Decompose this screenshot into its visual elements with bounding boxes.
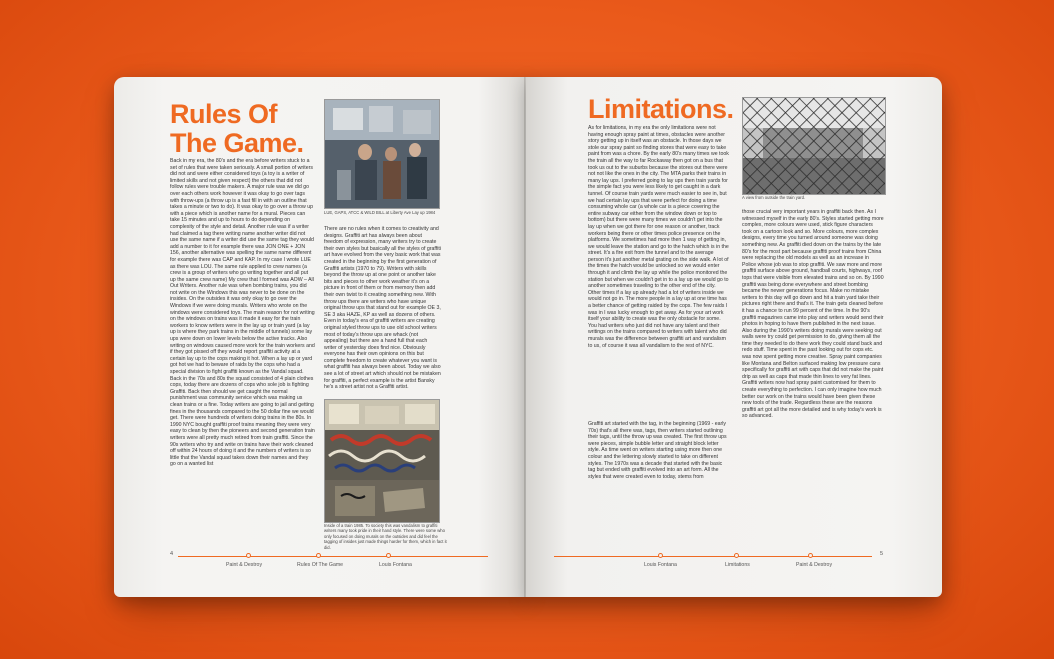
footer-dot	[808, 553, 813, 558]
right-page-column1-p2: Graffiti art started with the tag, in the beginning (1969 - early 70s) that's all there was, tags, then writers started outlining their tags, until the throw up was created. The first throw ups were pieces, simple bubble letter and straight block letter style. As time went on writers starting using more then one colour and the lettering slowly started to take on different styles. The 1970s was a decade that started with the basic tag but ended with graffiti evolved into an art form. All the styles that were created even to today, stems from	[588, 421, 727, 480]
footer-item: Paint & Destroy	[226, 562, 263, 568]
photo1-caption: LUE, GAPS, ATCC & WILD BILL at Liberty Ave Lay up 1984	[324, 210, 436, 215]
footer-item: Rules Of The Game	[297, 562, 344, 568]
page-number-left: 4	[170, 551, 174, 557]
photo-liberty-ave-layup	[324, 99, 440, 209]
footer-dot	[734, 553, 739, 558]
title-line-2: The Game.	[170, 128, 304, 158]
footer-item: Louis Fontana	[644, 562, 677, 568]
footer-item: Limitations	[725, 562, 750, 568]
footer-dot	[246, 553, 251, 558]
left-page-title	[170, 100, 304, 158]
photo-train-interior	[324, 399, 440, 523]
footer-rule-right	[554, 556, 872, 557]
photo-train-yard-fence	[742, 97, 886, 195]
footer-item: Paint & Destroy	[796, 562, 833, 568]
right-page-column1: As for limitations, in my era the only limitations were not having enough spray paint at times, obstacles were another story getting up in itself was an obstacle. In those days we stole our spray paint so finding stores that were easy to take paint from was a chore. By the early 80's many times we took the train all the way to far Rockaway then got on a bus that took us out to the suburbs because the stores out there were not not like the ones in the city. The MTA parks their trains in many lay ups. I preferred going to lay ups then train yards for the simple fact you were less likely to get caught in a dark tunnel. Of course train yards were much easier to see in, but we had certain lay ups that were perfect for doing a time consuming whole car (a whole car is a piece covering the entire subway car either from the window down or top to bottom) but there were many times we couldn't get into the lay up when we got there for one reason or another, track workers being there or other times police presence on the platforms. We sometimes had more then 1 way of getting in, we would leave the station and go to the hatch which is in the street. It's a fire exit from the tunnel and to the average person it's just another metal grating on the side walk. A lot of the times the hatch would be unlocked so we would enter through it and climb the lay up while the police monitored the station but when we couldn't get in to a lay up we would go to another sometimes traveling to the other end of the city. Other times if a lay up already had a lot of writers inside we would not go in. The more people in a lay up at one time has a better chance of getting raided by the cops. The few raids I was in I was lucky enough to get away. As for your art work itself your ability to create was the only obstacle for some. You had writers who just did not have any talent and their writings on the trains compared to writers with talent who did murals was the difference between graffiti art and vandalism to us, of course it was all vandalism to the rest of NYC.	[588, 125, 729, 349]
right-column-text: There are no rules when it comes to creativity and designs. Graffiti art has always been about freedom of expression, many writers try to create their own styles but basically all the styles of graffiti art have evolved from the very basic work that was created in the beginning by the first generation of Graffiti artists (1970 to 79). Writers with skills beyond the throw up at one point or another take bits and pieces to other work weather it's on a picture in front of them or from memory then add their own twist to it creating something new. With throw ups there are writers who have unique original throw ups that stand out for example OE 3, SE 3 aka HAZE, KP as well as dozens of others. Even in today's era of graffiti writers are creating original styled throw ups to use old school writers most of today's throw ups are whack (not appealing) but there are a hand full that each writer of yesterday does find nice. Obviously everyone has their own opinions on this but complete freedom to create whatever you want is what graffiti has always been about. Today we also see a lot of street art which should not be mistaken for graffiti, a perfect example is the artist Bansky he's a street artist not a Graffiti artist.	[324, 226, 441, 391]
footer-dot	[316, 553, 321, 558]
footer-rule-left	[178, 556, 488, 557]
photo2-caption: Inside of a train 1985. To society this was vandalism to graffiti writers many took pride in their hand style. There were some who only focused on doing murals on the outsides and did feel the tagging of insides just made things harder for them, which in fact it did.	[324, 523, 447, 550]
right-page-column2: those crucial very important years in graffiti back then. As I witnessed myself in the early 80's. Styles started getting more complex, more colours were used, stick figure characters took on a cartoon look and so. More colours, more complex designs, every time you turned around someone was doing something new. As graffiti died down on the trains by the late 80's for the most part because graffiti proof trains from China were replacing the old models as well as an increase in Police whose job was to stop graffiti. We saw more and more graffiti surface above ground, handball courts, highways, roof tops that were visible from elevated trains and so on. By 1990 graffiti was being done everywhere and street bombing became the newer generations focus. Make no mistake writers to this day will go down and hit a train yard take their pictures right there and that's it. The train gets cleaned before it has a chance to run 99 percent of the time. In the 90's graffiti magazines came into play and writers would send their photos in hoping to have them published in the next issue. Also during the 1990's writers doing murals were seeking out walls were try could get permission to do, giving them all the time they needed to do there work they could stand back and redo stuff. Time spent in the past looking out for cops etc. was now spent getting more creative. Spray paint companies like Montana and Belton surfaced making low pressure cans specifically for graffiti art with caps that did not make the paint drip as well as caps that made thin lines to very fat lines. Graffiti writers now had spray paint customised for them to create everything to perfection. I can only imagine how much better our work on the trains would have been given these new tools of the trade. Regardless these are the reasons graffiti art got all the more detailed and is why today's work is so advanced.	[742, 209, 884, 420]
footer-item: Louis Fontana	[379, 562, 412, 568]
left-column-text: Back in my era, the 80’s and the era before writers stuck to a set of rules that were taken seriously. A small portion of writers did not and were either considered toys (a toy is a writer of limited skills and not given respect) the others that did not follow rules were trouble makers. A major rule was we did go over each others work however it was okay to go over tags with throw-ups (a throw up is a fast fill in with an outline that takes a minute or two to do). It was okay to go over a throw up with a piece which is another name for a mural. Pieces can take 15 minutes and up to hours to do depending on complexity of the style and detail. Another rule was if a writer had claimed a tag there writing name another writer did not use the same name if a writer did use the same tag they would add a number to it for example there was JON ONE + JON 156, another alternative was spelling the same name different for example there was CAP and KAP. In my case I wrote LUE as there was LOU. The same rule applied to crew names (a crew is a group of writers who go writing together and all put up the same crew name) My crew that I formed was AOW – All Out Writers. Another rule was when bombing trains, you did not write on the Windows this was never to be done on the insides. On the outsides it was only okay to go over the Windows if we were doing murals. Writers who wrote on the windows were considered toys. The main reason for not writing on the windows on trains was it made it easy for the train workers to know writers were in the lay up or train yard (a lay up is where they park trains in the middle of tunnels) some lay ups were down on lower levels below the active tracks. Also writing on windows caused more work for the train workers and if they got pissed off they would report graffiti activity at a certain lay up to the cops making it hot. When a lay up or yard got hot we had to beware of raids by the cops who had a special division to fight graffiti known as the Vandal squad. Back in the 70s and 80s the squad consisted of 4 plain clothes cops, today there are dozens of cops who sole job is fighting Graffiti. Back then should we get caught the normal punishment was community service which was making us clean trains or a fine. Today writers are going to jail and getting fines in the thousands compared to the 50 dollar fine we would get. There were hundreds of writers doing trains in the 80s. In 1990 NYC bought graffiti proof trains meaning they were very easy to clean by then the pioneers and second generation train writers were all pretty much retired from train graffiti. Since the 90s writers who try and write on trains have their work cleaned off within 24 hours of doing it and the numbers of writers is so little that the Vandal squad takes down their names and they go on a wanted list	[170, 158, 315, 468]
footer-dot	[386, 553, 391, 558]
photo-caption-right: A view from outside the train yard.	[742, 195, 806, 200]
right-page	[526, 77, 942, 597]
title-line-1: Rules Of	[170, 99, 278, 129]
footer-dot	[658, 553, 663, 558]
right-page-title: Limitations.	[588, 94, 734, 124]
page-number-right: 5	[880, 551, 884, 557]
left-page	[114, 77, 528, 597]
